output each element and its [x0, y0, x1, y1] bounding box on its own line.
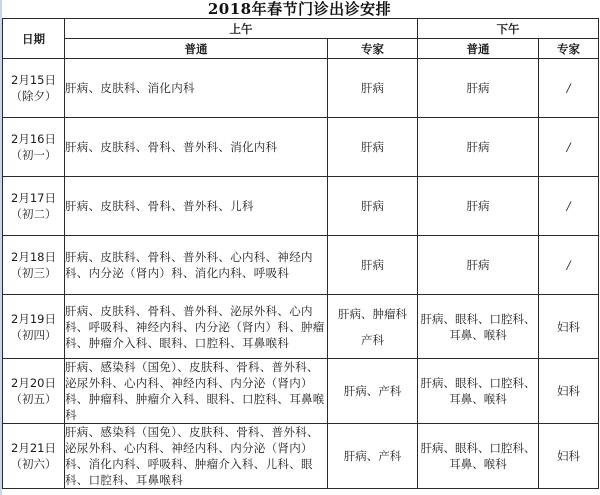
- am-expert-cell: [328, 59, 418, 118]
- spacer: [328, 322, 417, 332]
- date-cell: [3, 177, 65, 236]
- am-general-cell: 肝病、皮肤科、骨科、普外科、儿科: [65, 177, 328, 236]
- pm-expert-cell: /: [539, 236, 599, 295]
- am-expert-cell: [328, 424, 418, 489]
- header-am-general: 普通: [65, 39, 328, 59]
- am-general-cell: 肝病、感染科（国免）、皮肤科、骨科、普外科、泌尿外科、心内科、神经内科、内分泌（肾内）科、消化内科、呼吸科、肿瘤介入科、儿科、眼科、口腔科、耳鼻喉科: [65, 424, 328, 489]
- date-text: 2月15日: [11, 73, 56, 87]
- am-expert-cell: [328, 295, 418, 359]
- date-text: 2月19日: [11, 311, 56, 326]
- pm-general-cell: 肝病、眼科、口腔科、耳鼻、喉科: [418, 359, 539, 424]
- table-row: [3, 359, 599, 424]
- date-cell: [3, 118, 65, 177]
- pm-expert-cell: 妇科: [539, 295, 599, 359]
- am-expert-text: 肝病: [361, 258, 384, 272]
- pm-general-cell: 肝病: [418, 177, 539, 236]
- table-row: [3, 424, 599, 489]
- am-general-cell: 肝病、感染科（国免）、皮肤科、骨科、普外科、泌尿外科、心内科、神经内科、内分泌（肾内）科、肿瘤科、肿瘤介入科、眼科、口腔科、耳鼻喉科: [65, 359, 328, 424]
- am-general-cell: 肝病、皮肤科、骨科、普外科、消化内科: [65, 118, 328, 177]
- am-expert-cell: [328, 177, 418, 236]
- am-general-cell: 肝病、皮肤科、消化内科: [65, 59, 328, 118]
- pm-general-cell: 肝病: [418, 118, 539, 177]
- header-morning: 上午: [65, 19, 418, 39]
- date-text: 2月17日: [11, 191, 56, 205]
- header-row-period: [3, 19, 599, 39]
- am-general-cell: 肝病、皮肤科、骨科、普外科、心内科、神经内科、内分泌（肾内）科、消化内科、呼吸科: [65, 236, 328, 295]
- am-expert-text: 肝病: [361, 140, 384, 154]
- am-expert-cell: [328, 236, 418, 295]
- header-row-type: [3, 39, 599, 59]
- table-row: [3, 59, 599, 118]
- header-pm-general: 普通: [418, 39, 539, 59]
- date-cell: [3, 424, 65, 489]
- date-text: 2月18日: [11, 250, 56, 264]
- date-cell: [3, 295, 65, 359]
- am-expert-cell: [328, 359, 418, 424]
- table-row: [3, 236, 599, 295]
- header-afternoon: 下午: [418, 19, 599, 39]
- pm-general-cell: 肝病、眼科、口腔科、耳鼻、喉科: [418, 295, 539, 359]
- lunar-text: （除夕）: [10, 89, 57, 103]
- pm-general-cell: 肝病: [418, 236, 539, 295]
- am-expert-text: 肝病: [361, 199, 384, 213]
- date-cell: [3, 236, 65, 295]
- date-text: 2月20日: [11, 376, 56, 390]
- date-cell: [3, 59, 65, 118]
- am-expert-cell: [328, 118, 418, 177]
- date-cell: [3, 359, 65, 424]
- header-pm-expert: 专家: [539, 39, 599, 59]
- pm-general-cell: 肝病: [418, 59, 539, 118]
- lunar-text: （初三）: [10, 266, 57, 280]
- pm-expert-cell: 妇科: [539, 359, 599, 424]
- pm-expert-cell: 妇科: [539, 424, 599, 489]
- table-row: [3, 295, 599, 359]
- pm-expert-cell: /: [539, 177, 599, 236]
- pm-expert-cell: /: [539, 118, 599, 177]
- clinic-schedule-table: [2, 18, 599, 489]
- am-expert-text: 肝病、产科: [343, 384, 402, 398]
- table-row: [3, 177, 599, 236]
- date-text: 2月16日: [11, 132, 56, 146]
- lunar-text: （初五）: [10, 392, 57, 406]
- table-row: [3, 118, 599, 177]
- lunar-text: （初二）: [10, 207, 57, 221]
- pm-expert-cell: /: [539, 59, 599, 118]
- am-expert-text: 肝病、肿瘤科: [338, 306, 407, 321]
- lunar-text: （初六）: [10, 457, 57, 471]
- header-date: 日期: [3, 19, 65, 59]
- am-general-cell: 肝病、皮肤科、骨科、普外科、泌尿外科、心内科、呼吸科、神经内科、内分泌（肾内）科、肿瘤科、肿瘤介入科、眼科、口腔科、耳鼻喉科: [65, 295, 328, 359]
- lunar-text: （初一）: [10, 148, 57, 162]
- lunar-text: （初四）: [10, 327, 57, 342]
- am-expert-text: 肝病、产科: [343, 449, 402, 463]
- pm-general-cell: 肝病、眼科、口腔科、耳鼻、喉科: [418, 424, 539, 489]
- date-text: 2月21日: [11, 441, 56, 455]
- am-expert-text: 产科: [361, 332, 384, 347]
- am-expert-text: 肝病: [361, 81, 384, 95]
- header-am-expert: 专家: [328, 39, 418, 59]
- page-title: 2018年春节门诊出诊安排: [207, 0, 392, 18]
